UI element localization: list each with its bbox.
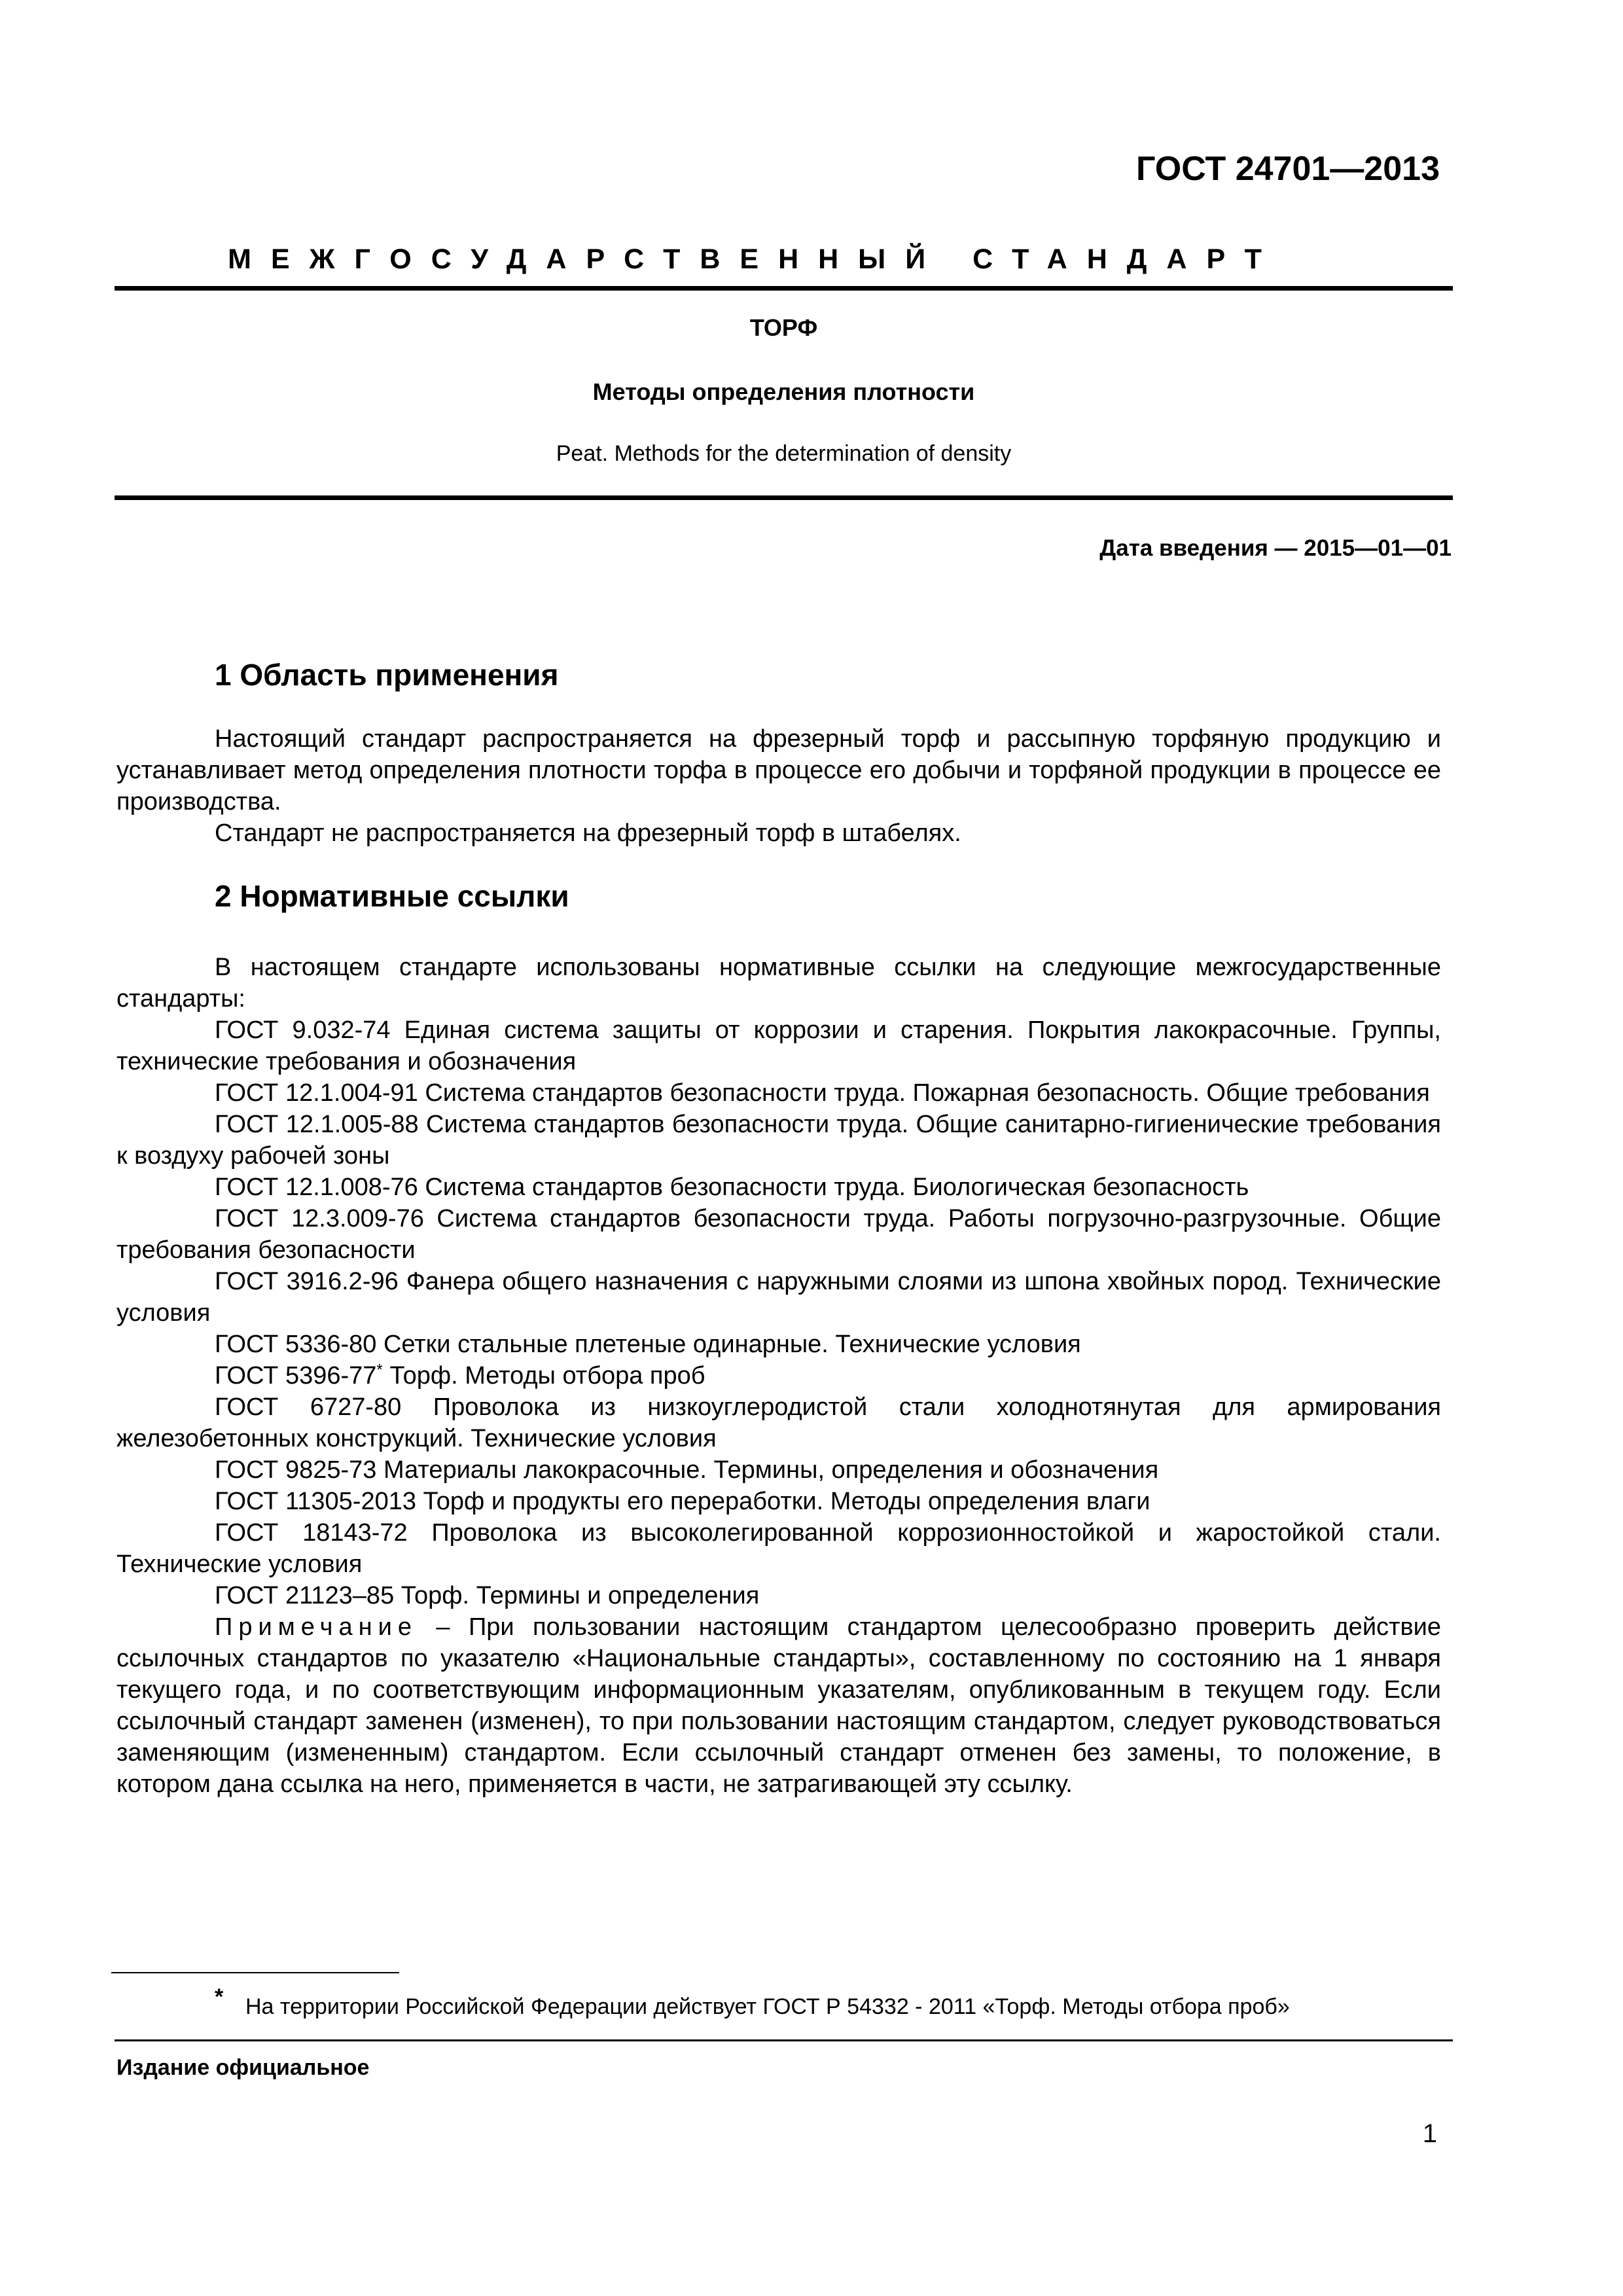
footnote-text: На территории Российской Федерации действует ГОСТ Р 54332 - 2011 «Торф. Методы отбора проб» <box>245 1994 1290 2019</box>
paragraph: Стандарт не распространяется на фрезерный торф в штабелях. <box>215 819 961 847</box>
reference-title: Торф. Методы отбора проб <box>382 1362 705 1390</box>
paragraph: Настоящий стандарт распространяется на фрезерный торф и рассыпную торфяную продукцию и устанавливает метод определения плотности торфа в процессе его добычи и торфяной продукции в процессе ее производства. <box>116 725 1441 816</box>
reference-code: ГОСТ 5396-77 <box>215 1362 377 1390</box>
section-heading-normative-references: 2 Нормативные ссылки <box>215 879 569 913</box>
reference-item: ГОСТ 18143-72 Проволока из высоколегированной коррозионностойкой и жаростойкой стали. Технические условия <box>116 1519 1441 1578</box>
footnote-rule <box>111 1972 399 1973</box>
standard-subtitle: Методы определения плотности <box>592 378 975 405</box>
reference-item: ГОСТ 5336-80 Сетки стальные плетеные одинарные. Технические условия <box>215 1331 1081 1358</box>
note-label: Примечание <box>215 1613 418 1641</box>
header-rule-top <box>115 286 1453 291</box>
introduction-date: Дата введения — 2015—01—01 <box>1099 535 1452 561</box>
reference-item: ГОСТ 9825-73 Материалы лакокрасочные. Термины, определения и обозначения <box>215 1456 1159 1484</box>
english-title: Peat. Methods for the determination of density <box>556 441 1012 466</box>
standard-title: ТОРФ <box>749 314 818 341</box>
reference-item: ГОСТ 12.1.005-88 Система стандартов безопасности труда. Общие санитарно-гигиенические требования к воздуху рабочей зоны <box>116 1111 1441 1170</box>
section-scope-body <box>116 723 1441 849</box>
page-number: 1 <box>1422 2119 1437 2148</box>
paragraph: В настоящем стандарте использованы нормативные ссылки на следующие межгосударственные стандарты: <box>116 954 1441 1013</box>
header-rule-bottom <box>115 495 1453 500</box>
interstate-standard-label: МЕЖГОСУДАРСТВЕННЫЙ СТАНДАРТ <box>228 243 1281 275</box>
footnote-mark: * <box>215 1984 224 2009</box>
reference-item: ГОСТ 9.032-74 Единая система защиты от коррозии и старения. Покрытия лакокрасочные. Группы, технические требования и обозначения <box>116 1016 1441 1075</box>
footer-rule <box>115 2039 1453 2041</box>
reference-item: ГОСТ 12.1.004-91 Система стандартов безопасности труда. Пожарная безопасность. Общие требования <box>215 1079 1430 1107</box>
reference-item: ГОСТ 11305-2013 Торф и продукты его переработки. Методы определения влаги <box>215 1488 1150 1515</box>
section-heading-scope: 1 Область применения <box>215 658 559 692</box>
footnote-mark: * <box>376 1361 383 1379</box>
reference-item-starred <box>116 1360 1441 1391</box>
reference-item: ГОСТ 12.3.009-76 Система стандартов безопасности труда. Работы погрузочно-разгрузочные. Общие требования безопасности <box>116 1205 1441 1264</box>
note <box>116 1611 1441 1800</box>
reference-item: ГОСТ 21123–85 Торф. Термины и определения <box>215 1582 760 1609</box>
official-edition-label: Издание официальное <box>116 2055 370 2080</box>
reference-item: ГОСТ 3916.2-96 Фанера общего назначения с наружными слоями из шпона хвойных пород. Технические условия <box>116 1268 1441 1327</box>
note-text: – При пользовании настоящим стандартом целесообразно проверить действие ссылочных стандартов по указателю «Национальные стандарты», составленному по состоянию на 1 января текущего года, и по соответствующим информационным указателям, опубликованным в текущем году. Если ссылочный стандарт заменен (изменен), то при пользовании настоящим стандартом, следует руководствоваться заменяющим (измененным) стандартом. Если ссылочный стандарт отменен без замены, то положение, в котором дана ссылка на него, применяется в части, не затрагивающей эту ссылку. <box>116 1613 1441 1798</box>
section-references-body <box>116 952 1441 1800</box>
reference-item: ГОСТ 6727-80 Проволока из низкоуглеродистой стали холоднотянутая для армирования железобетонных конструкций. Технические условия <box>116 1393 1441 1452</box>
document-number: ГОСТ 24701—2013 <box>1136 150 1440 188</box>
reference-item: ГОСТ 12.1.008-76 Система стандартов безопасности труда. Биологическая безопасность <box>215 1174 1249 1201</box>
